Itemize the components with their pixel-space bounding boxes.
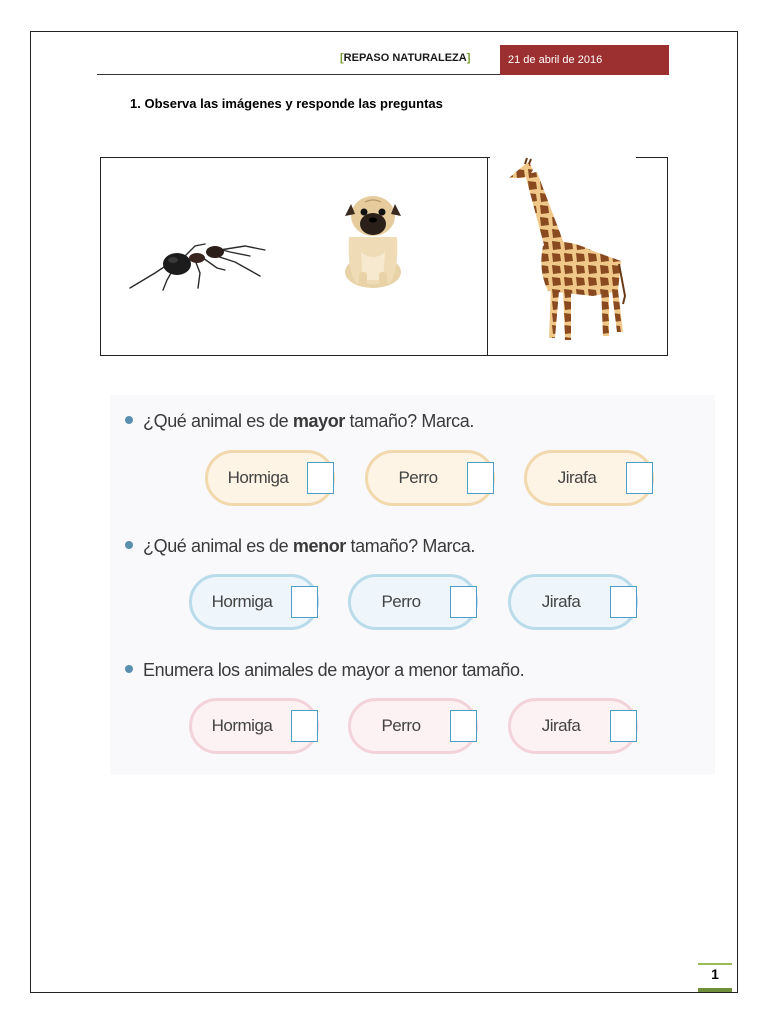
bullet-icon [125,541,133,549]
date-badge: 21 de abril de 2016 [500,45,669,75]
page-number-rule-top [698,963,732,965]
question-order: Enumera los animales de mayor a menor tamaño. [125,660,524,681]
option-order-jirafa[interactable]: Jirafa [508,698,638,754]
order-box-jirafa[interactable] [610,710,637,742]
instruction-heading: 1. Observa las imágenes y responde las preguntas [130,96,443,111]
checkbox-smallest-perro[interactable] [450,586,477,618]
bullet-icon [125,416,133,424]
header-rule [97,74,502,75]
giraffe-illustration [503,156,628,346]
option-largest-jirafa[interactable]: Jirafa [524,450,654,506]
checkbox-largest-hormiga[interactable] [307,462,334,494]
image-panel-divider [487,157,488,356]
option-largest-hormiga[interactable]: Hormiga [205,450,335,506]
option-smallest-jirafa[interactable]: Jirafa [508,574,638,630]
bracket-close: ] [466,52,471,64]
ant-illustration [125,238,270,293]
checkbox-largest-jirafa[interactable] [626,462,653,494]
page-number: 1 [711,966,719,982]
page-number-rule-bottom [698,988,732,992]
question-smallest: ¿Qué animal es de menor tamaño? Marca. [125,536,475,557]
header-title [340,52,470,64]
bullet-icon [125,665,133,673]
pug-illustration [337,192,409,290]
checkbox-largest-perro[interactable] [467,462,494,494]
header-title-text: REPASO NATURALEZA [343,52,467,64]
order-box-perro[interactable] [450,710,477,742]
option-smallest-hormiga[interactable]: Hormiga [189,574,319,630]
checkbox-smallest-jirafa[interactable] [610,586,637,618]
option-order-perro[interactable]: Perro [348,698,478,754]
order-box-hormiga[interactable] [291,710,318,742]
option-order-hormiga[interactable]: Hormiga [189,698,319,754]
question-largest: ¿Qué animal es de mayor tamaño? Marca. [125,411,474,432]
checkbox-smallest-hormiga[interactable] [291,586,318,618]
option-smallest-perro[interactable]: Perro [348,574,478,630]
option-largest-perro[interactable]: Perro [365,450,495,506]
bracket-open: [ [340,52,344,64]
